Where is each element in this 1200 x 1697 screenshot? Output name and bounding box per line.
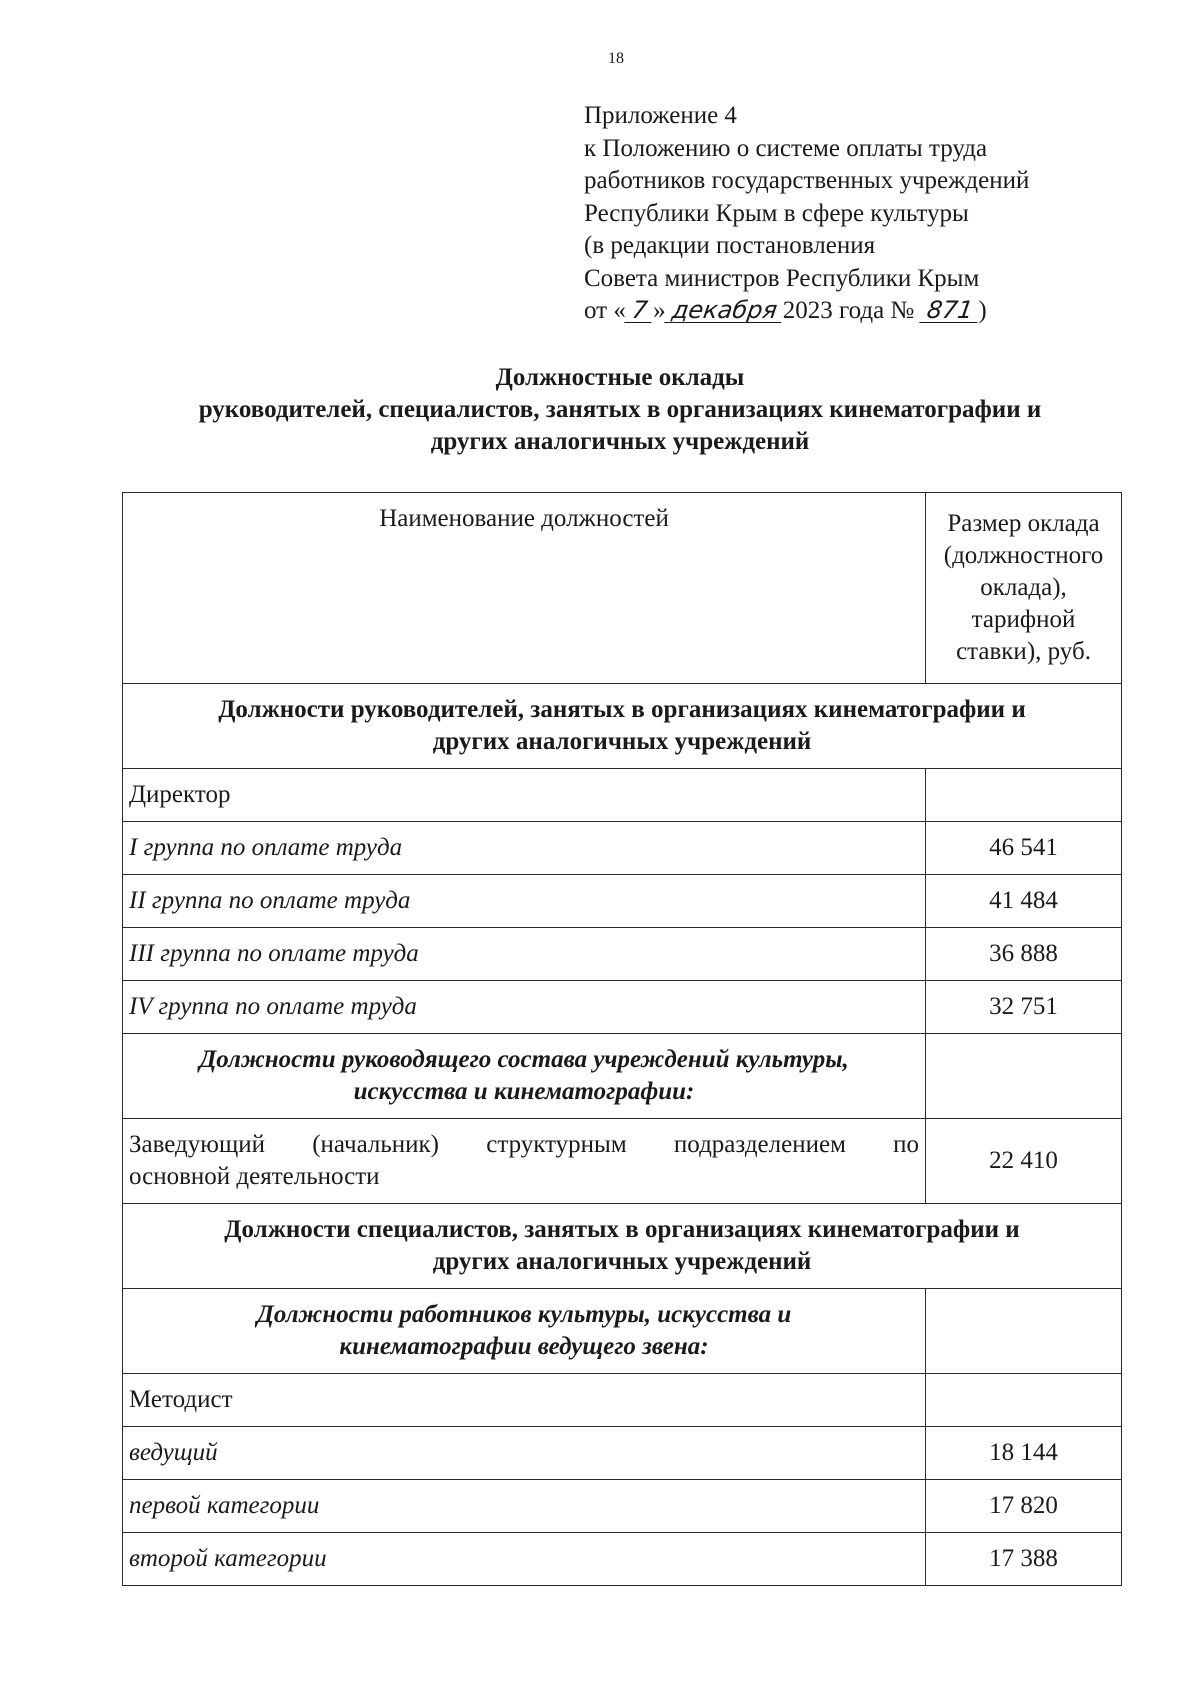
date-prefix: от «: [584, 297, 626, 324]
appendix-line: Совета министров Республики Крым: [584, 264, 980, 292]
section-heading-line: других аналогичных учреждений: [432, 728, 812, 755]
appendix-line: Республики Крым в сфере культуры: [584, 199, 969, 227]
header-value-line: ставки), руб.: [956, 638, 1091, 665]
table-row: [123, 1374, 1122, 1427]
salary-value: 22 410: [926, 1119, 1122, 1204]
subsection-heading: [123, 1289, 926, 1374]
salary-value: 18 144: [926, 1427, 1122, 1480]
position-name: [123, 1119, 926, 1204]
header-value-line: тарифной: [971, 606, 1076, 633]
document-title: [120, 362, 1120, 458]
appendix-line: Приложение 4: [584, 102, 737, 129]
position-name: Методист: [123, 1374, 926, 1427]
position-name: второй категории: [123, 1533, 926, 1586]
handwritten-number: 871: [919, 298, 980, 323]
handwritten-day: 7: [624, 298, 655, 323]
subsection-row: [123, 1289, 1122, 1374]
appendix-date-line: [584, 295, 1029, 328]
table-row: [123, 981, 1122, 1034]
salary-value: 46 541: [926, 822, 1122, 875]
section-heading: [123, 684, 1122, 769]
table-header-row: [123, 493, 1122, 684]
position-name: первой категории: [123, 1480, 926, 1533]
appendix-line: к Положению о системе оплаты труда: [584, 134, 988, 162]
title-line: других аналогичных учреждений: [430, 428, 810, 455]
table-row: [123, 1119, 1122, 1204]
date-mid: »: [653, 297, 666, 324]
subsection-heading-line: Должности работников культуры, искусства и: [256, 1301, 792, 1328]
table-row: [123, 1427, 1122, 1480]
header-value-line: оклада),: [980, 574, 1067, 601]
salary-value: 41 484: [926, 875, 1122, 928]
section-row: [123, 684, 1122, 769]
salary-value: [926, 1034, 1122, 1119]
title-line: руководителей, специалистов, занятых в организациях кинематографии и: [198, 396, 1042, 423]
header-name-cell: Наименование должностей: [123, 493, 926, 684]
subsection-heading-line: кинематографии ведущего звена:: [339, 1333, 709, 1360]
subsection-heading: [123, 1034, 926, 1119]
handwritten-month: декабря: [664, 298, 785, 323]
table-row: [123, 875, 1122, 928]
salary-value: [926, 769, 1122, 822]
section-heading-line: Должности специалистов, занятых в организациях кинематографии и: [224, 1216, 1020, 1243]
position-name: IV группа по оплате труда: [123, 981, 926, 1034]
salary-value: 36 888: [926, 928, 1122, 981]
table-row: [123, 822, 1122, 875]
subsection-row: [123, 1034, 1122, 1119]
header-value-cell: [926, 493, 1122, 684]
section-heading-line: Должности руководителей, занятых в организациях кинематографии и: [218, 696, 1026, 723]
salary-table: [122, 492, 1122, 1586]
position-name: Директор: [123, 769, 926, 822]
header-value-line: Размер оклада: [947, 510, 1100, 537]
title-line: Должностные оклады: [495, 364, 745, 391]
section-heading: [123, 1204, 1122, 1289]
table-row: [123, 1480, 1122, 1533]
salary-value: 17 820: [926, 1480, 1122, 1533]
subsection-heading-line: искусства и кинематографии:: [353, 1078, 695, 1105]
position-name: II группа по оплате труда: [123, 875, 926, 928]
salary-value: 32 751: [926, 981, 1122, 1034]
appendix-line: работников государственных учреждений: [584, 167, 1030, 194]
page-number: 18: [608, 50, 624, 67]
table-row: [123, 769, 1122, 822]
salary-value: 17 388: [926, 1533, 1122, 1586]
date-suffix: ): [978, 297, 987, 324]
date-year: 2023 года №: [782, 297, 915, 324]
header-value-line: (должностного: [943, 542, 1104, 569]
table-row: [123, 1533, 1122, 1586]
section-heading-line: других аналогичных учреждений: [432, 1248, 812, 1275]
position-name: I группа по оплате труда: [123, 822, 926, 875]
position-name: ведущий: [123, 1427, 926, 1480]
position-name-line: основной деятельности: [129, 1163, 380, 1190]
position-name-line: Заведующий (начальник) структурным подразделением по: [129, 1131, 920, 1158]
table-row: [123, 928, 1122, 981]
subsection-heading-line: Должности руководящего состава учреждений культуры,: [199, 1046, 849, 1073]
section-row: [123, 1204, 1122, 1289]
appendix-block: [584, 100, 1029, 328]
salary-value: [926, 1374, 1122, 1427]
position-name: III группа по оплате труда: [123, 928, 926, 981]
salary-value: [926, 1289, 1122, 1374]
appendix-line: (в редакции постановления: [584, 232, 876, 259]
